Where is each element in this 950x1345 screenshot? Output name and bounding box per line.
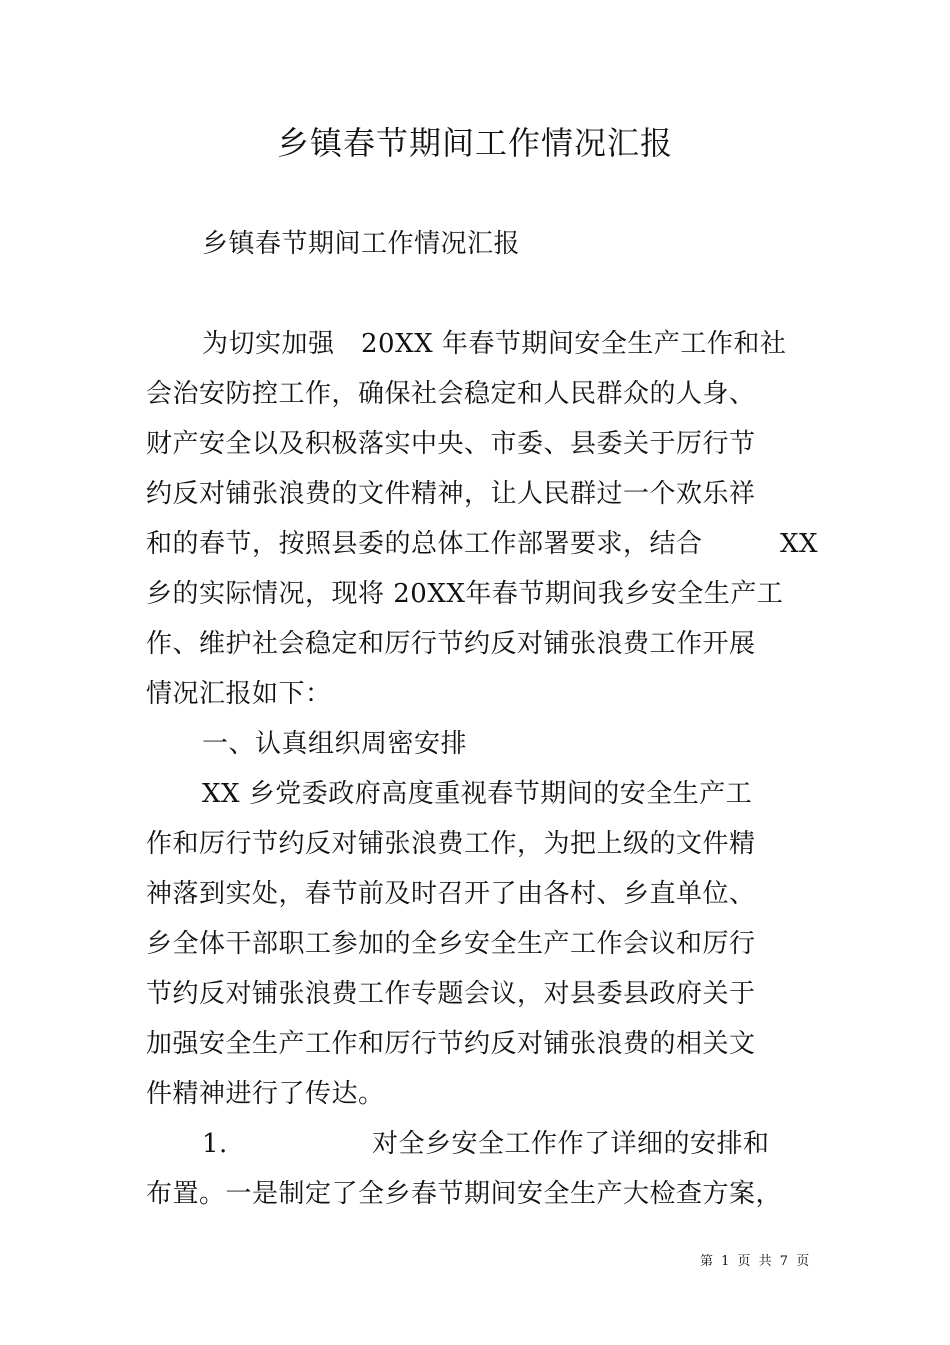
document-title: 乡镇春节期间工作情况汇报 xyxy=(276,124,673,162)
paragraph-line: 作、维护社会稳定和厉行节约反对铺张浪费工作开展 xyxy=(146,629,756,659)
paragraph-line: 财产安全以及积极落实中央、市委、县委关于厉行节 xyxy=(146,429,756,459)
paragraph-line: XX xyxy=(780,529,819,559)
paragraph-line: 加强安全生产工作和厉行节约反对铺张浪费的相关文 xyxy=(146,1029,756,1059)
section-heading: 一、认真组织周密安排 xyxy=(202,729,468,759)
document-subtitle: 乡镇春节期间工作情况汇报 xyxy=(202,229,521,259)
paragraph-line: 约反对铺张浪费的文件精神，让人民群过一个欢乐祥 xyxy=(146,479,756,509)
paragraph-line: XX 乡党委政府高度重视春节期间的安全生产工 xyxy=(202,779,753,809)
paragraph-line: 节约反对铺张浪费工作专题会议，对县委县政府关于 xyxy=(146,979,756,1009)
paragraph-line: 布置。一是制定了全乡春节期间安全生产大检查方案， xyxy=(146,1179,783,1209)
paragraph-line: 乡的实际情况，现将 20XX年春节期间我乡安全生产工 xyxy=(146,579,784,609)
paragraph-line: 为切实加强 20XX 年春节期间安全生产工作和社 xyxy=(202,329,787,359)
paragraph-line: 乡全体干部职工参加的全乡安全生产工作会议和厉行 xyxy=(146,929,756,959)
page-footer: 第 1 页 共 7 页 xyxy=(700,1254,812,1269)
paragraph-line: 作和厉行节约反对铺张浪费工作，为把上级的文件精 xyxy=(146,829,756,859)
paragraph-line: 会治安防控工作，确保社会稳定和人民群众的人身、 xyxy=(146,379,756,409)
paragraph-line: 和的春节，按照县委的总体工作部署要求，结合 xyxy=(146,529,703,559)
paragraph-line: 神落到实处，春节前及时召开了由各村、乡直单位、 xyxy=(146,879,756,909)
paragraph-line: 情况汇报如下： xyxy=(146,679,332,709)
paragraph-line: 对全乡安全工作作了详细的安排和 xyxy=(372,1129,770,1159)
paragraph-line: 件精神进行了传达。 xyxy=(146,1079,385,1109)
list-number: 1. xyxy=(202,1129,228,1159)
